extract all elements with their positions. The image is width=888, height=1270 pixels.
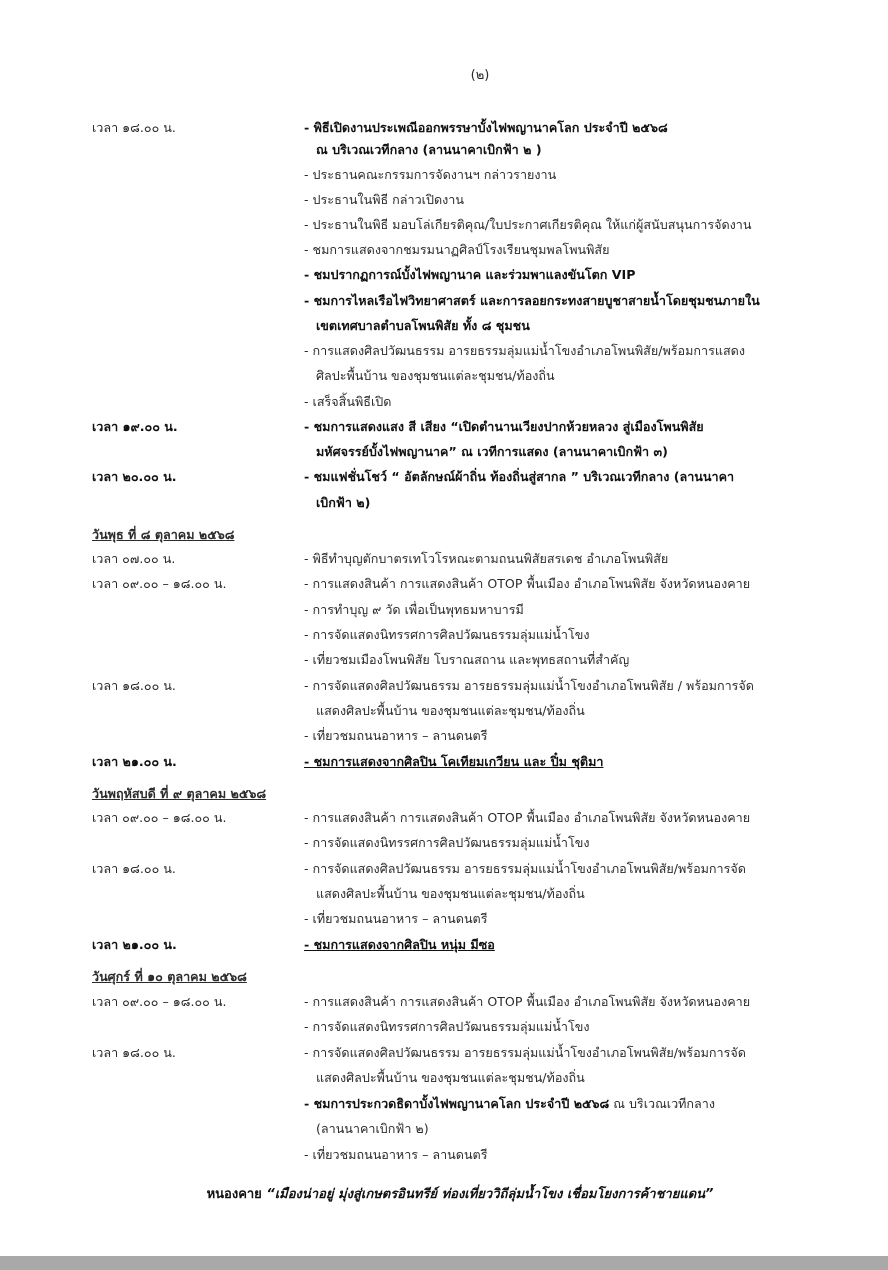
event-description-continued: ณ บริเวณเวทีกลาง (ลานนาคาเบิกฟ้า ๒ ): [316, 142, 542, 157]
schedule-row: [0, 698, 888, 724]
time-label: เวลา ๐๙.๐๐ – ๑๘.๐๐ น.: [92, 576, 227, 591]
event-description-continued: (ลานนาคาเบิกฟ้า ๒): [316, 1121, 429, 1136]
event-description-continued: แสดงศิลปะพื้นบ้าน ของชุมชนแต่ละชุมชน/ท้องถิ่น: [316, 886, 585, 901]
event-description: - ชมการแสดงแสง สี เสียง “เปิดตำนานเวียงปากห้วยหลวง สู่เมืองโพนพิสัย: [304, 419, 704, 434]
time-label: เวลา ๑๘.๐๐ น.: [92, 1045, 176, 1060]
time-label: เวลา ๐๙.๐๐ – ๑๘.๐๐ น.: [92, 994, 227, 1009]
event-description: - ประธานในพิธี มอบโล่เกียรติคุณ/ใบประกาศเกียรติคุณ ให้แก่ผู้สนับสนุนการจัดงาน: [304, 217, 752, 232]
time-label: เวลา ๒๑.๐๐ น.: [92, 937, 177, 952]
schedule-row: [0, 723, 888, 749]
schedule-row: [0, 1142, 888, 1168]
footer-slogan: [0, 1183, 888, 1204]
event-description: - ประธานในพิธี กล่าวเปิดงาน: [304, 192, 464, 207]
schedule-row: [0, 673, 888, 699]
event-description: - ชมปรากฏการณ์บั้งไฟพญานาค และร่วมพาแลงขันโตก VIP: [304, 267, 636, 282]
schedule-row: [0, 363, 888, 389]
event-description: - การจัดแสดงนิทรรศการศิลปวัฒนธรรมลุ่มแม่น้ำโขง: [304, 835, 590, 850]
event-description-continued: แสดงศิลปะพื้นบ้าน ของชุมชนแต่ละชุมชน/ท้องถิ่น: [316, 703, 585, 718]
schedule-row: [0, 490, 888, 516]
time-label: เวลา ๑๘.๐๐ น.: [92, 120, 176, 135]
event-description: - เที่ยวชมถนนอาหาร – ลานดนตรี: [304, 728, 488, 743]
event-description-continued: เขตเทศบาลตำบลโพนพิสัย ทั้ง ๘ ชุมชน: [316, 318, 530, 333]
event-description: - การจัดแสดงศิลปวัฒนธรรม อารยธรรมลุ่มแม่น้ำโขงอำเภอโพนพิสัย / พร้อมการจัด: [304, 678, 754, 693]
event-description: - เที่ยวชมเมืองโพนพิสัย โบราณสถาน และพุทธสถานที่สำคัญ: [304, 652, 630, 667]
page-number: (๒): [470, 68, 490, 83]
event-description: - การแสดงสินค้า การแสดงสินค้า OTOP พื้นเมือง อำเภอโพนพิสัย จังหวัดหนองคาย: [304, 810, 751, 825]
schedule-row: [0, 805, 888, 831]
event-description-location: ณ บริเวณเวทีกลาง: [609, 1096, 715, 1111]
event-description: - การจัดแสดงศิลปวัฒนธรรม อารยธรรมลุ่มแม่น้ำโขงอำเภอโพนพิสัย/พร้อมการจัด: [304, 1045, 746, 1060]
schedule-row: [0, 237, 888, 263]
schedule-row: [0, 389, 888, 415]
event-description: - ชมการไหลเรือไฟวิทยาศาสตร์ และการลอยกระทงสายบูชาสายน้ำโดยชุมชนภายใน: [304, 293, 760, 308]
footer-quote: “เมืองน่าอยู่ มุ่งสู่เกษตรอินทรีย์ ท่องเที่ยววิถีลุ่มน้ำโขง เชื่อมโยงการค้าชายแดน”: [266, 1187, 714, 1202]
schedule-row: [0, 830, 888, 856]
event-description: - การจัดแสดงศิลปวัฒนธรรม อารยธรรมลุ่มแม่น้ำโขงอำเภอโพนพิสัย/พร้อมการจัด: [304, 861, 746, 876]
schedule-row: [0, 989, 888, 1015]
schedule-row: [0, 439, 888, 465]
day-heading: วันศุกร์ ที่ ๑๐ ตุลาคม ๒๕๖๘: [92, 969, 247, 984]
event-description: - การจัดแสดงนิทรรศการศิลปวัฒนธรรมลุ่มแม่น้ำโขง: [304, 627, 590, 642]
day-heading-row: [0, 964, 888, 990]
schedule-row: [0, 1065, 888, 1091]
schedule-row: [0, 546, 888, 572]
time-label: เวลา ๑๘.๐๐ น.: [92, 678, 176, 693]
schedule-row: [0, 647, 888, 673]
event-description: - ประธานคณะกรรมการจัดงานฯ กล่าวรายงาน: [304, 167, 557, 182]
schedule-row: [0, 856, 888, 882]
event-description: - เที่ยวชมถนนอาหาร – ลานดนตรี: [304, 911, 488, 926]
schedule-row: [0, 212, 888, 238]
schedule-row: [0, 137, 888, 163]
event-description-continued: แสดงศิลปะพื้นบ้าน ของชุมชนแต่ละชุมชน/ท้องถิ่น: [316, 1070, 585, 1085]
schedule-row: [0, 932, 888, 958]
day-heading: วันพฤหัสบดี ที่ ๙ ตุลาคม ๒๕๖๘: [92, 786, 267, 801]
event-description: - เสร็จสิ้นพิธีเปิด: [304, 394, 392, 409]
day-heading: วันพุธ ที่ ๘ ตุลาคม ๒๕๖๘: [92, 527, 235, 542]
event-description: - การแสดงศิลปวัฒนธรรม อารยธรรมลุ่มแม่น้ำโขงอำเภอโพนพิสัย/พร้อมการแสดง: [304, 343, 745, 358]
schedule-row: [0, 571, 888, 597]
time-label: เวลา ๑๙.๐๐ น.: [92, 419, 178, 434]
schedule-row: [0, 1040, 888, 1066]
schedule-row: [0, 622, 888, 648]
schedule-row: [0, 262, 888, 288]
event-description-continued: ศิลปะพื้นบ้าน ของชุมชนแต่ละชุมชน/ท้องถิ่น: [316, 368, 555, 383]
schedule-row: [0, 338, 888, 364]
schedule-row: [0, 749, 888, 775]
schedule-row: [0, 1014, 888, 1040]
event-description: - ชมการแสดงจากศิลปิน หนุ่ม มีซอ: [304, 937, 495, 952]
schedule-row: [0, 414, 888, 440]
day-heading-row: [0, 781, 888, 807]
event-description: - การจัดแสดงนิทรรศการศิลปวัฒนธรรมลุ่มแม่น้ำโขง: [304, 1019, 590, 1034]
footer-prefix: หนองคาย: [206, 1187, 267, 1202]
schedule-row: [0, 881, 888, 907]
event-description-continued: มหัศจรรย์บั้งไฟพญานาค” ณ เวทีการแสดง (ลานนาคาเบิกฟ้า ๓): [316, 444, 668, 459]
schedule-row: [0, 1091, 888, 1117]
schedule-row: [0, 288, 888, 314]
event-description: - การทำบุญ ๙ วัด เพื่อเป็นพุทธมหาบารมี: [304, 602, 524, 617]
schedule-row: [0, 597, 888, 623]
schedule-row: [0, 464, 888, 490]
schedule-row: [0, 906, 888, 932]
time-label: เวลา ๐๙.๐๐ – ๑๘.๐๐ น.: [92, 810, 227, 825]
time-label: เวลา ๑๘.๐๐ น.: [92, 861, 176, 876]
schedule-row: [0, 1116, 888, 1142]
event-description-continued: เบิกฟ้า ๒): [316, 495, 371, 510]
event-description: - พิธีเปิดงานประเพณีออกพรรษาบั้งไฟพญานาคโลก ประจำปี ๒๕๖๘: [304, 120, 668, 135]
time-label: เวลา ๒๐.๐๐ น.: [92, 469, 177, 484]
event-description: - ชมการแสดงจากศิลปิน โคเทียมเกวียน และ ปิ๋ม ชุติมา: [304, 754, 604, 769]
event-description: - ชมการแสดงจากชมรมนาฏศิลป์โรงเรียนชุมพลโพนพิสัย: [304, 242, 610, 257]
event-description: - พิธีทำบุญตักบาตรเทโวโรหณะตามถนนพิสัยสรเดช อำเภอโพนพิสัย: [304, 551, 669, 566]
event-description: - การแสดงสินค้า การแสดงสินค้า OTOP พื้นเมือง อำเภอโพนพิสัย จังหวัดหนองคาย: [304, 994, 751, 1009]
day-heading-row: [0, 522, 888, 548]
bottom-bar: [0, 1256, 888, 1270]
event-description: [304, 1091, 715, 1117]
event-description-bold: - ชมการประกวดธิดาบั้งไฟพญานาคโลก ประจำปี ๒๕๖๘: [304, 1096, 610, 1111]
schedule-row: [0, 187, 888, 213]
schedule-row: [0, 162, 888, 188]
schedule-row: [0, 313, 888, 339]
time-label: เวลา ๐๗.๐๐ น.: [92, 551, 176, 566]
event-description: - ชมแฟชั่นโชว์ “ อัตลักษณ์ผ้าถิ่น ท้องถิ่นสู่สากล ” บริเวณเวทีกลาง (ลานนาคา: [304, 469, 735, 484]
time-label: เวลา ๒๑.๐๐ น.: [92, 754, 177, 769]
event-description: - การแสดงสินค้า การแสดงสินค้า OTOP พื้นเมือง อำเภอโพนพิสัย จังหวัดหนองคาย: [304, 576, 751, 591]
event-description: - เที่ยวชมถนนอาหาร – ลานดนตรี: [304, 1147, 488, 1162]
